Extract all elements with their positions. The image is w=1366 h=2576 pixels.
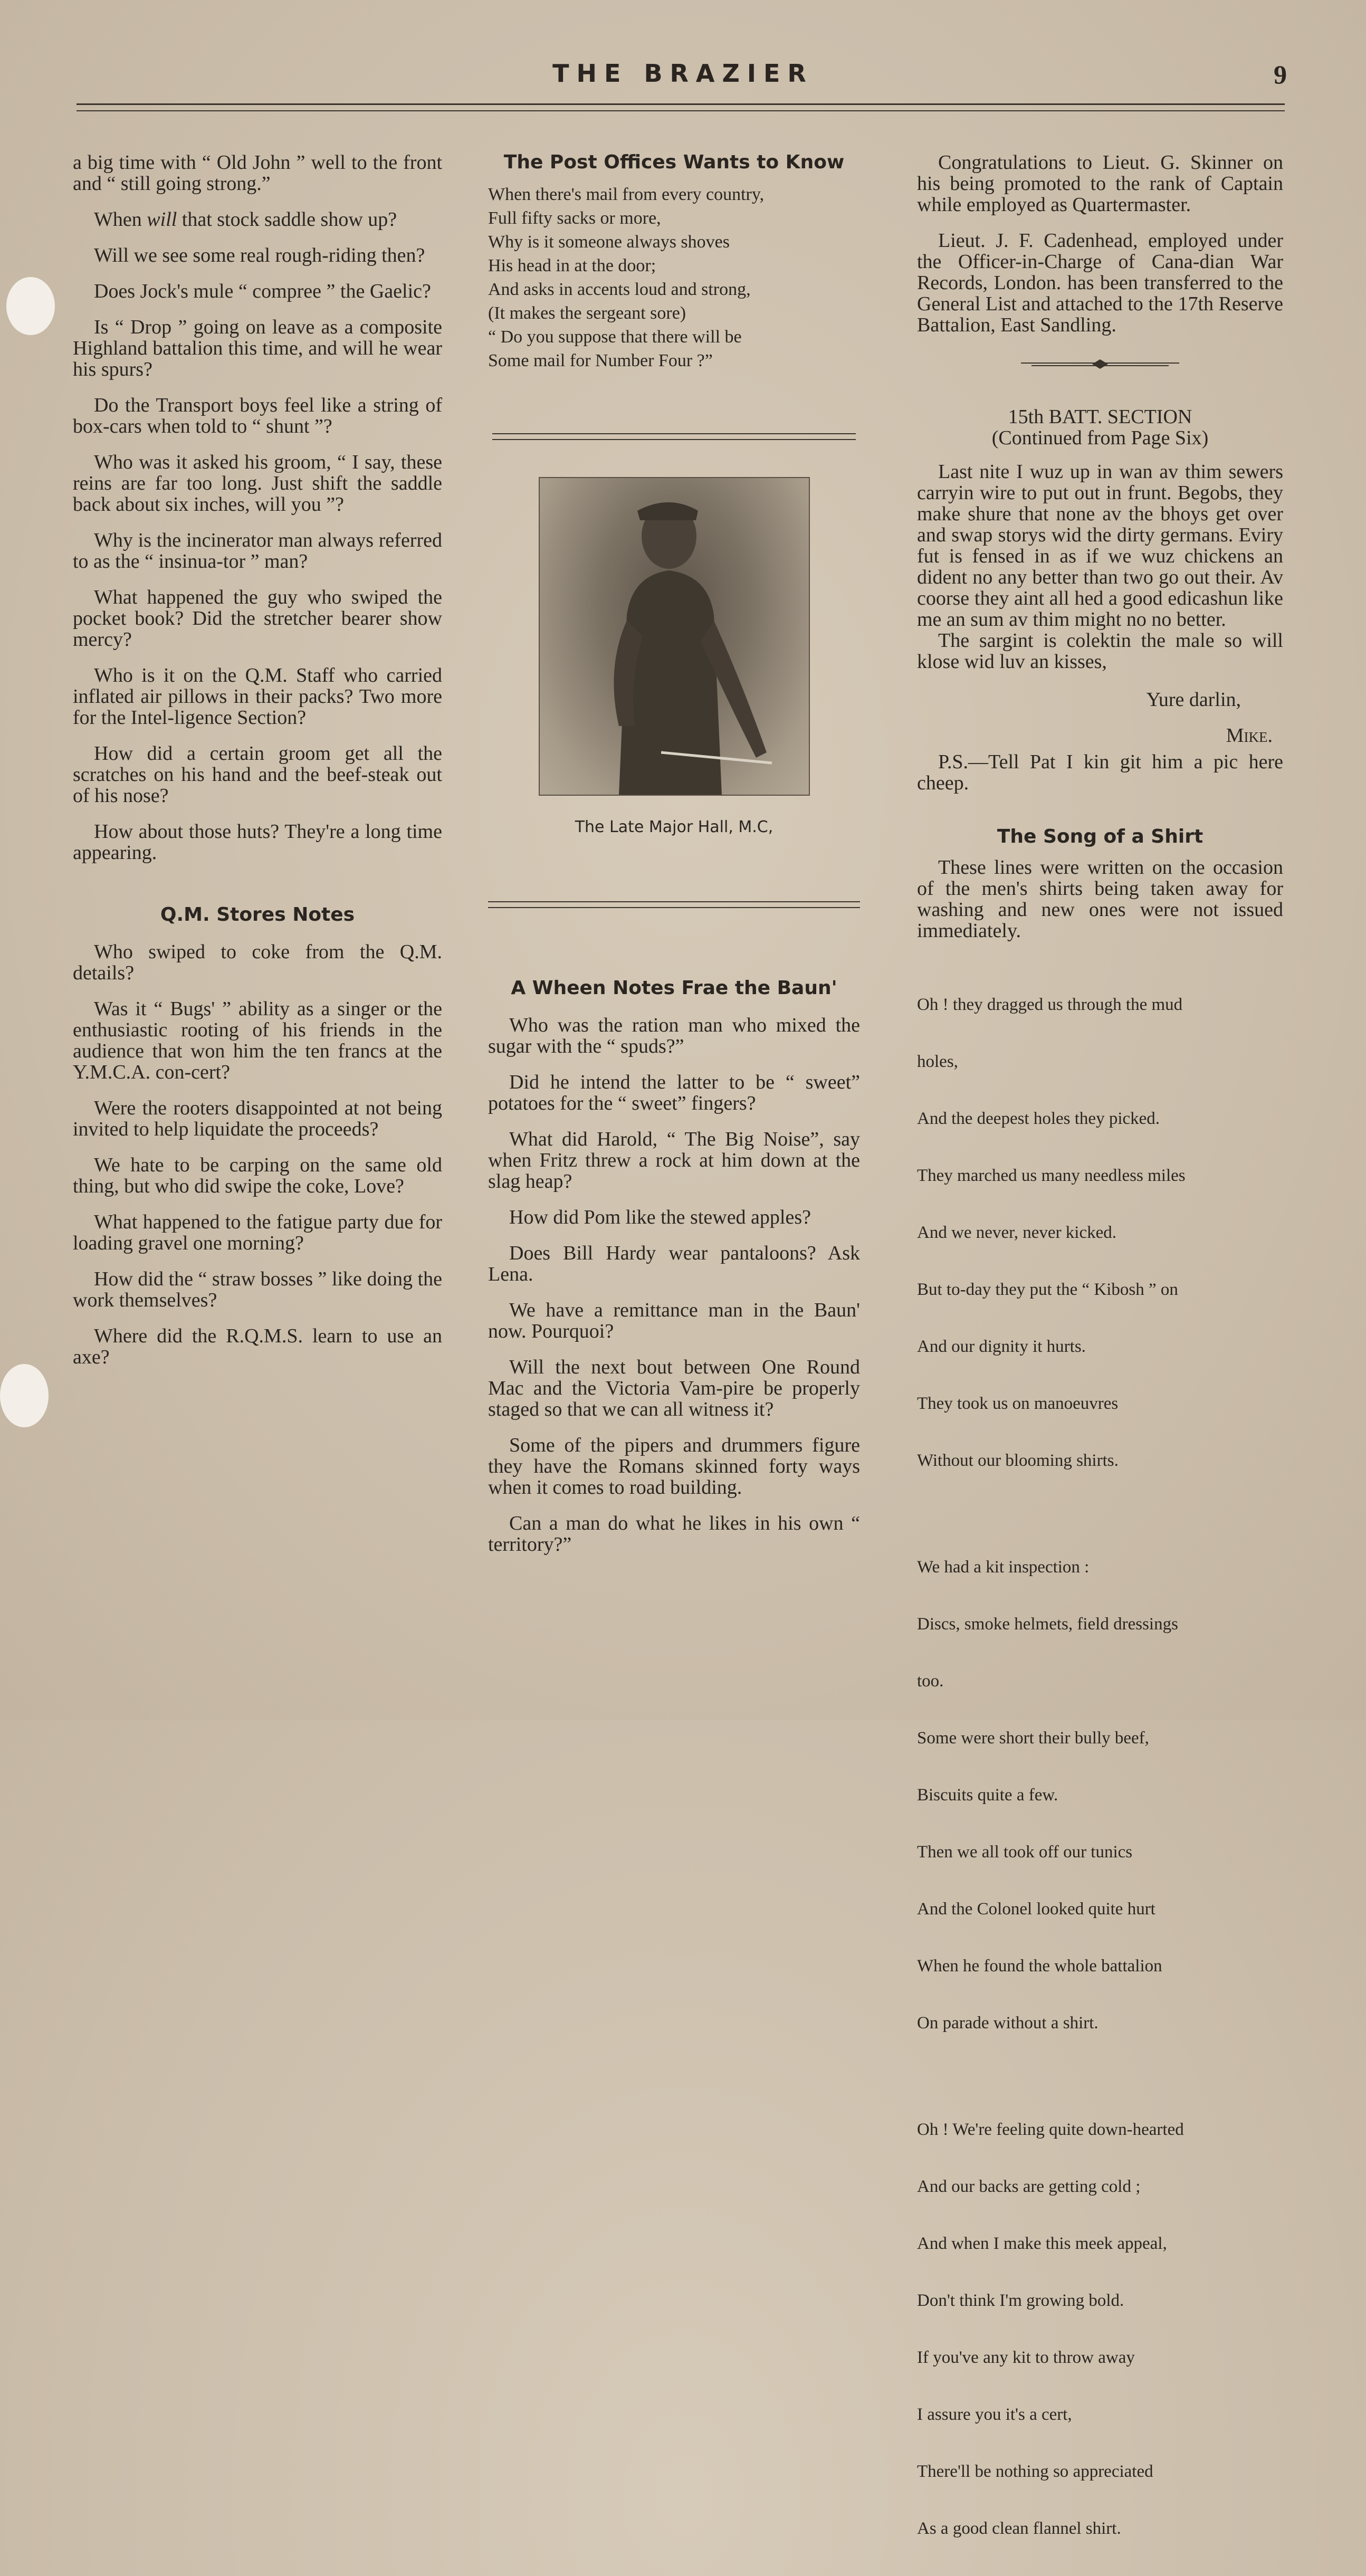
paragraph: We hate to be carping on the same old thing, but who did swipe the coke, Love? [73, 1154, 442, 1197]
baun-notes-title: A Wheen Notes Frae the Baun' [511, 977, 837, 999]
paper-hole [6, 277, 55, 335]
poem-line: too. [917, 1672, 944, 1691]
paragraph: Was it “ Bugs' ” ability as a singer or the enthusiastic rooting of his friends in the audience that won him the ten francs at the Y.M.C.A. con-cert? [73, 998, 442, 1083]
letter-paragraph: Last nite I wuz up in wan av thim sewers carryin wire to put out in frunt. Begobs, they make shure that none av the bhoys get over and swap storys wid the dirty germans. Eviry fut is fensed in as if we wuz chickens an dident no any better than two go out their. Av coorse they aint all hed a good edicashun like me an sum av thim might no no better. [917, 461, 1283, 631]
section-rule [492, 433, 856, 440]
poem-line: Without our blooming shirts. [917, 1451, 1119, 1470]
paragraph: Lieut. J. F. Cadenhead, employed under the Officer-in-Charge of Cana-dian War Records, London. has been transferred to the General List and attached to the 17th Reserve Battalion, East Sandling. [917, 230, 1283, 336]
major-hall-photo [539, 477, 810, 796]
poem-line: Biscuits quite a few. [917, 1786, 1058, 1805]
song-stanza [917, 957, 1283, 1508]
poem-line: (It makes the sergeant sore) [488, 303, 686, 323]
paragraph: How about those huts? They're a long time appearing. [73, 820, 442, 864]
column-right [917, 152, 1283, 2576]
poem-line: And our dignity it hurts. [917, 1337, 1086, 1356]
song-title: The Song of a Shirt [997, 826, 1203, 847]
paragraph: We have a remittance man in the Baun' now. Pourquoi? [488, 1299, 860, 1342]
paragraph: Does Jock's mule “ compree ” the Gaelic? [94, 280, 431, 302]
paragraph: How did the “ straw bosses ” like doing the work themselves? [73, 1268, 442, 1311]
paragraph: What happened to the fatigue party due for loading gravel one morning? [73, 1211, 442, 1254]
paper-hole [0, 1364, 49, 1427]
paragraph: What happened the guy who swiped the pocket book? Did the stretcher bearer show mercy? [73, 586, 442, 651]
paragraph: Some of the pipers and drummers figure they have the Romans skinned forty ways when it comes to road building. [488, 1434, 860, 1499]
paragraph: Can a man do what he likes in his own “ territory?” [488, 1512, 860, 1556]
photo-caption: The Late Major Hall, M.C, [575, 818, 773, 836]
poem-line: But to-day they put the “ Kibosh ” on [917, 1280, 1178, 1299]
poem-line: If you've any kit to throw away [917, 2348, 1135, 2367]
paragraph: Who was the ration man who mixed the sugar with the “ spuds?” [488, 1014, 860, 1057]
song-intro: These lines were written on the occasion of the men's shirts being taken away for washing and new ones were not issued immediately. [917, 856, 1283, 942]
paragraph: Who is it on the Q.M. Staff who carried inflated air pillows in their packs? Two more for the Intel-ligence Section? [73, 664, 442, 729]
qm-stores-title: Q.M. Stores Notes [160, 904, 355, 926]
paragraph: Where did the R.Q.M.S. learn to use an axe? [73, 1325, 442, 1368]
portrait-figure [540, 478, 809, 795]
poem-line: holes, [917, 1052, 958, 1071]
poem-line: There'll be nothing so appreciated [917, 2462, 1153, 2481]
paragraph: Why is the incinerator man always referred to as the “ insinua-tor ” man? [73, 529, 442, 573]
paragraph: Will the next bout between One Round Mac and the Victoria Vam-pire be properly staged so that we can all witness it? [488, 1356, 860, 1420]
letter-closing: Yure darlin, [1146, 689, 1241, 711]
paragraph: Did he intend the latter to be “ sweet” potatoes for the “ sweet” fingers? [488, 1071, 860, 1114]
paragraph: Who swiped to coke from the Q.M. details? [73, 941, 442, 984]
poem-line: Some were short their bully beef, [917, 1729, 1149, 1748]
poem-line: And asks in accents loud and strong, [488, 280, 751, 299]
poem-line: Don't think I'm growing bold. [917, 2291, 1124, 2310]
column-left [73, 152, 442, 1382]
poem-line: Full fifty sacks or more, [488, 208, 661, 228]
section-title: 15th BATT. SECTION [1008, 406, 1192, 428]
poem-line: Why is it someone always shoves [488, 232, 730, 252]
paragraph: Congratulations to Lieut. G. Skinner on his being promoted to the rank of Captain while employed as Quartermaster. [917, 151, 1283, 216]
section-rule [488, 901, 860, 908]
poem-line: “ Do you suppose that there will be [488, 327, 742, 347]
poem-line: Some mail for Number Four ?” [488, 351, 713, 370]
paragraph: Will we see some real rough-riding then? [94, 244, 425, 266]
poem-line: We had a kit inspection : [917, 1558, 1090, 1577]
letter-ps: P.S.—Tell Pat I kin git him a pic here cheep. [917, 751, 1283, 794]
poem-line: Oh ! We're feeling quite down-hearted [917, 2120, 1184, 2139]
poem-line: They marched us many needless miles [917, 1166, 1186, 1185]
paragraph: Were the rooters disappointed at not being invited to help liquidate the proceeds? [73, 1097, 442, 1140]
poem-line: His head in at the door; [488, 256, 656, 275]
ornament-divider [917, 354, 1283, 375]
poem-line: And our backs are getting cold ; [917, 2177, 1141, 2196]
post-office-title: The Post Offices Wants to Know [503, 151, 845, 173]
header-rule [77, 103, 1285, 111]
poem-line: They took us on manoeuvres [917, 1394, 1119, 1413]
paragraph: What did Harold, “ The Big Noise”, say when Fritz threw a rock at him down at the slag heap? [488, 1128, 860, 1192]
poem-line: As a good clean flannel shirt. [917, 2519, 1121, 2538]
poem-line: Then we all took off our tunics [917, 1843, 1133, 1862]
ornament-icon [1016, 358, 1184, 370]
poem-line: When there's mail from every country, [488, 185, 765, 204]
poem-line: And the deepest holes they picked. [917, 1109, 1160, 1128]
paragraph: Who was it asked his groom, “ I say, these reins are far too long. Just shift the saddle back about six inches, will you ”? [73, 451, 442, 516]
poem-line: When he found the whole battalion [917, 1957, 1162, 1976]
paragraph: When will that stock saddle show up? [94, 208, 397, 231]
poem-line: Discs, smoke helmets, field dressings [917, 1615, 1178, 1634]
paragraph: Does Bill Hardy wear pantaloons? Ask Lena. [488, 1242, 860, 1285]
letter-paragraph: The sargint is colektin the male so will klose wid luv an kisses, [917, 629, 1283, 673]
song-stanza [917, 1520, 1283, 2071]
song-stanza [917, 2082, 1283, 2576]
section-subtitle: (Continued from Page Six) [991, 427, 1209, 449]
poem-line: I assure you it's a cert, [917, 2405, 1072, 2424]
paragraph: Do the Transport boys feel like a string of box-cars when told to “ shunt ”? [73, 394, 442, 437]
paragraph: How did a certain groom get all the scratches on his hand and the beef-steak out of his nose? [73, 742, 442, 807]
page-number: 9 [1274, 60, 1287, 89]
paragraph: How did Pom like the stewed apples? [509, 1206, 811, 1228]
poem-line: Oh ! they dragged us through the mud [917, 995, 1183, 1014]
post-office-poem [488, 183, 860, 373]
poem-line: And the Colonel looked quite hurt [917, 1900, 1155, 1919]
poem-line: And we never, never kicked. [917, 1223, 1117, 1242]
poem-line: On parade without a shirt. [917, 2014, 1098, 2033]
letter-signature: Mike. [1226, 724, 1273, 747]
poem-line: And when I make this meek appeal, [917, 2234, 1167, 2253]
paragraph: Is “ Drop ” going on leave as a composite Highland battalion this time, and will he wear his spurs? [73, 316, 442, 380]
column-middle [488, 152, 860, 1570]
paragraph: a big time with “ Old John ” well to the front and “ still going strong.” [73, 151, 442, 195]
masthead-title: THE BRAZIER [552, 59, 814, 88]
